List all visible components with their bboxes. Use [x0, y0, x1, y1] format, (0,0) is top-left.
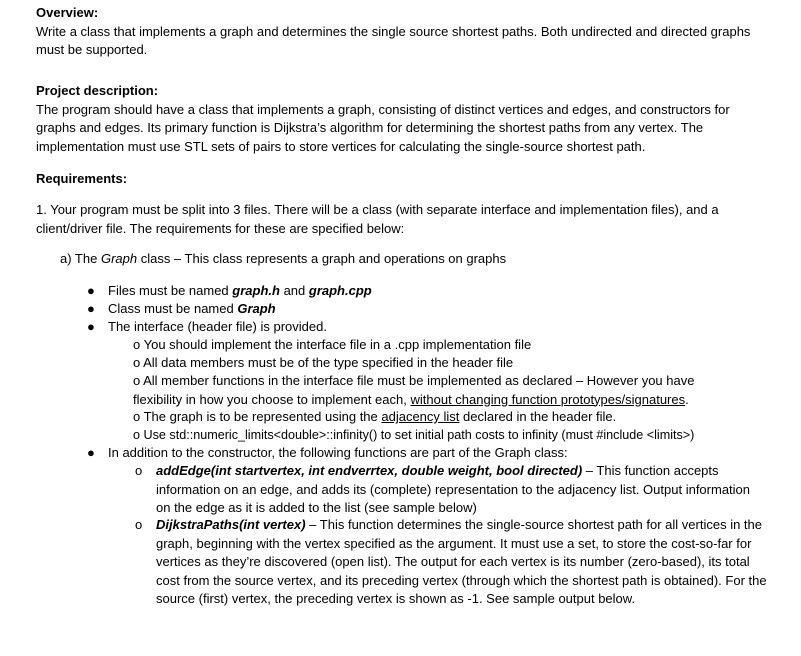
- requirement-item-1: [36, 201, 765, 238]
- project-section: [36, 82, 771, 156]
- bullet-functions: ● In addition to the constructor, the following functions are part of the Graph class:: [108, 444, 771, 463]
- bullet-interface: ● The interface (header file) is provided.: [108, 318, 771, 337]
- addedge-description: – This function accepts information on an edge, and adds its (complete) representation to the adjacency list. Output information on the edge as it is added to the list (see sample below): [156, 463, 751, 516]
- bullet-icon: ●: [87, 283, 95, 298]
- requirements-heading: Requirements:: [36, 171, 128, 186]
- bullet-icon: ●: [87, 319, 95, 334]
- requirements-heading-block: [36, 170, 771, 189]
- addedge-signature: addEdge(int startvertex, int endverrtex, double weight, bool directed): [156, 463, 583, 478]
- bullet-icon: ●: [87, 445, 95, 460]
- function-addedge: [135, 462, 767, 518]
- project-heading: Project description:: [36, 83, 159, 98]
- graph-class-name: Graph: [100, 251, 138, 266]
- overview-section: [36, 4, 771, 60]
- graph-class-intro: a) The Graph class – This class represents a graph and operations on graphs: [60, 251, 507, 266]
- requirement-item-1-text: 1. Your program must be split into 3 files. There will be a class (with separate interface and implementation files), and a client/driver file. The requirements for these are specified below:: [36, 202, 719, 236]
- interface-subitem-5: o Use std::numeric_limits<double>::infinity() to set initial path costs to infinity (must #include <limits>): [133, 428, 695, 442]
- project-text: The program should have a class that implements a graph, consisting of distinct vertices and edges, and constructors for graphs and edges. Its primary function is Dijkstra’s algorithm for determining the shortest paths from any vertex. The implementation must use STL sets of pairs to store vertices for calculating the single-source shortest path.: [36, 101, 730, 154]
- sub-bullet-icon: o: [135, 463, 143, 478]
- interface-subitem-2: o All data members must be of the type specified in the header file: [133, 355, 514, 370]
- bullet-icon: ●: [87, 301, 95, 316]
- interface-subitem-3: o All member functions in the interface file must be implemented as declared – However you have flexibility in how you choose to implement each, without changing function prototypes/signatures.: [133, 373, 695, 407]
- bullet-class-name: ● Class must be named Graph: [108, 300, 771, 319]
- dijkstrapaths-signature: DijkstraPaths(int vertex): [156, 517, 306, 532]
- dijkstrapaths-description: – This function determines the single-source shortest path for all vertices in the graph, beginning with the vertex specified as the argument. It must use a set, to store the cost-so-far for vertices as they’re discovered (open list). The output for each vertex is its number (zero-based), its total cost from the source vertex, and its preceding vertex (through which the shortest path is obtained). For the source (first) vertex, the preceding vertex is shown as -1. See sample output below.: [156, 517, 767, 607]
- function-dijkstrapaths: [135, 516, 767, 609]
- interface-subitem-4: o The graph is to be represented using the adjacency list declared in the header file.: [133, 409, 617, 424]
- overview-heading: Overview:: [36, 5, 99, 20]
- overview-text: Write a class that implements a graph and determines the single source shortest paths. Both undirected and directed graphs must be supported.: [36, 23, 751, 58]
- interface-subitem-1: o You should implement the interface file in a .cpp implementation file: [133, 337, 532, 352]
- bullet-files: ● Files must be named graph.h and graph.cpp: [108, 282, 771, 301]
- sub-bullet-icon: o: [135, 517, 143, 532]
